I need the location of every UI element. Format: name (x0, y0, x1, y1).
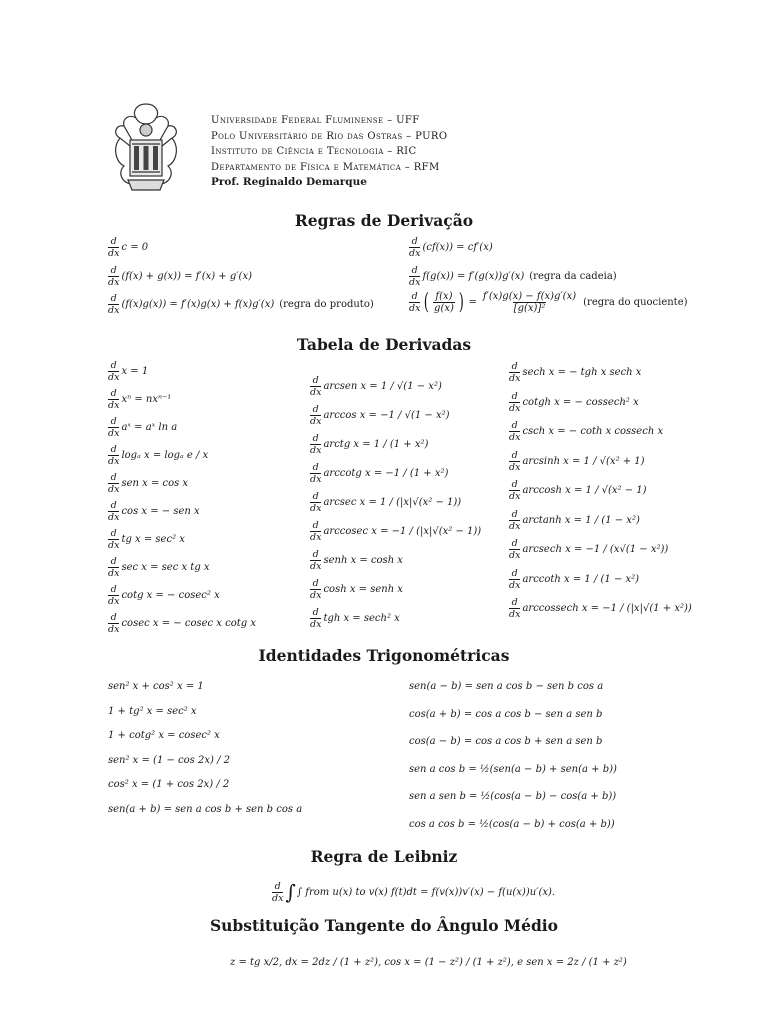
university-name: Universidade Federal Fluminense – UFF (211, 115, 420, 126)
derivative-formula (310, 549, 403, 572)
section-title-table: Tabela de Derivadas (296, 335, 472, 354)
professor-name: Prof. Reginaldo Demarque (211, 176, 367, 189)
derivative-text: arccosh x = 1 / √(x² − 1) (522, 485, 647, 496)
derivative-text: arcsinh x = 1 / √(x² + 1) (522, 455, 645, 467)
derivative-text: arccoth x = 1 / (1 − x²) (522, 573, 640, 585)
derivative-formula (108, 556, 210, 579)
section-title-tangent: Substituição Tangente do Ângulo Médio (209, 916, 559, 935)
institute-name: Instituto de Ciência e Tecnologia – RIC (211, 146, 417, 158)
university-crest-icon (106, 100, 186, 196)
derivative-text: sen x = cos x (121, 478, 189, 489)
leibniz-formula: d dx ∫ ∫ from u(x) to v(x) f(t)dt = f(v(x))v′(x) − f(u(x))u′(x). (272, 880, 556, 904)
trig-identity: cos a cos b = ½(cos(a − b) + cos(a + b)) (409, 818, 615, 830)
derivative-text: arccos x = −1 / √(1 − x²) (323, 410, 450, 421)
derivative-formula (108, 472, 188, 495)
derivative-formula (310, 578, 403, 601)
derivative-operator: d dx (310, 549, 322, 572)
derivative-formula (108, 584, 220, 607)
derivative-operator: d dx (509, 538, 521, 561)
trig-identity: 1 + cotg² x = cosec² x (108, 730, 220, 741)
derivative-text: cosh x = senh x (323, 584, 403, 595)
derivative-text: arcsen x = 1 / √(1 − x²) (323, 381, 442, 392)
derivative-operator: d dx (509, 597, 521, 620)
trig-identity: 1 + tg² x = sec² x (108, 705, 197, 717)
derivative-operator: d dx (108, 584, 120, 607)
derivative-text: tg x = sec² x (121, 534, 185, 545)
derivative-text: cotg x = − cosec² x (121, 590, 220, 601)
derivative-text: cosec x = − cosec x cotg x (121, 618, 256, 629)
derivative-operator: d dx (310, 375, 322, 398)
derivative-formula (509, 361, 641, 384)
derivative-formula (310, 462, 448, 485)
trig-identity: sen a sen b = ½(cos(a − b) − cos(a + b)) (409, 791, 617, 802)
derivative-formula (108, 416, 177, 439)
derivative-operator: d dx (509, 390, 521, 414)
trig-identity: sen a cos b = ½(sen(a − b) + sen(a + b)) (409, 763, 617, 775)
section-title-trig: Identidades Trigonométricas (258, 646, 510, 665)
derivative-formula (509, 450, 645, 473)
trig-identity: cos(a − b) = cos a cos b + sen a sen b (409, 736, 603, 747)
derivative-text: cotgh x = − cossech² x (522, 396, 639, 408)
derivative-operator: d dx (108, 444, 120, 467)
derivative-text: arctg x = 1 / (1 + x²) (323, 439, 429, 450)
derivative-text: sech x = − tgh x sech x (522, 367, 642, 378)
derivative-formula (108, 388, 171, 411)
trig-identity: cos² x = (1 + cos 2x) / 2 (108, 779, 230, 790)
derivative-formula (310, 404, 450, 427)
derivative-operator: d dx (310, 491, 322, 514)
derivative-formula (509, 479, 647, 502)
derivative-formula (509, 538, 668, 561)
institution-header (211, 113, 447, 191)
derivative-formula (108, 612, 256, 635)
rule-quotient: d dx ( f(x) g(x) ) = $\frac{f'(x)g(x) - f(x)g'(x)}{\text{[g(x)]²}}$ (regra do quociente) (409, 290, 688, 315)
derivative-operator: d dx (509, 479, 521, 502)
derivative-text: arcsech x = −1 / (x√(1 − x²)) (522, 544, 669, 555)
trig-identity: sen(a − b) = sen a cos b − sen b cos a (409, 681, 604, 692)
campus-name: Polo Universitário de Rio das Ostras – PURO (211, 130, 448, 142)
derivative-operator: d dx (108, 472, 120, 495)
derivative-operator: d dx (108, 416, 120, 439)
derivative-operator: d dx (509, 449, 521, 473)
derivative-operator: d dx (108, 528, 120, 551)
derivative-text: arcsec x = 1 / (|x|√(x² − 1)) (323, 497, 462, 508)
trig-identity: sen² x = (1 − cos 2x) / 2 (108, 754, 230, 766)
derivative-operator: d dx (108, 360, 120, 383)
derivative-formula (108, 528, 185, 551)
derivative-operator: d dx (310, 607, 322, 630)
section-title-leibniz: Regra de Leibniz (310, 847, 458, 866)
derivative-operator: d dx (310, 578, 322, 601)
derivative-text: logₐ x = logₐ e / x (121, 450, 209, 461)
rule-scalar: d dx (cf(x)) = cf′(x) (409, 236, 493, 259)
derivative-text: arccosec x = −1 / (|x|√(x² − 1)) (323, 526, 482, 537)
trig-identity: sen(a + b) = sen a cos b + sen b cos a (108, 803, 303, 815)
derivative-formula (509, 568, 639, 591)
rule-constant: d dx c = 0 (108, 236, 149, 259)
derivative-operator: d dx (509, 420, 521, 443)
derivative-operator: d dx (108, 388, 120, 411)
derivative-operator: d dx (310, 462, 322, 485)
derivative-formula (108, 360, 148, 383)
derivative-text: aˣ = aˣ ln a (121, 422, 178, 433)
derivative-operator: d dx (310, 404, 322, 427)
derivative-formula (509, 420, 663, 443)
derivative-formula (310, 491, 461, 514)
derivative-formula (310, 433, 428, 456)
derivative-text: xⁿ = nxⁿ⁻¹ (121, 394, 172, 405)
derivative-text: senh x = cosh x (323, 555, 403, 566)
department-name: Departamento de Física e Matemática – RFM (211, 161, 440, 173)
derivative-operator: d dx (509, 567, 521, 591)
derivative-text: tgh x = sech² x (323, 613, 400, 624)
derivative-formula (310, 607, 400, 630)
trig-identity: sen² x + cos² x = 1 (108, 681, 204, 692)
rule-sum: d dx (f(x) + g(x)) = f′(x) + g′(x) (108, 265, 252, 288)
derivative-formula (509, 509, 640, 532)
rule-product: d dx (f(x)g(x)) = f′(x)g(x) + f(x)g′(x) (regra do produto) (108, 293, 374, 316)
derivative-operator: d dx (509, 508, 521, 532)
derivative-operator: d dx (108, 556, 120, 579)
trig-identity: cos(a + b) = cos a cos b − sen a sen b (409, 708, 603, 720)
derivative-formula (310, 375, 442, 398)
derivative-formula (108, 500, 200, 523)
derivative-text: arccotg x = −1 / (1 + x²) (323, 468, 449, 479)
derivative-formula (509, 597, 692, 620)
rule-chain: d dx f(g(x)) = f′(g(x))g′(x) (regra da cadeia) (409, 265, 617, 288)
derivative-formula (310, 520, 481, 543)
derivative-operator: d dx (310, 433, 322, 456)
derivative-text: arctanh x = 1 / (1 − x²) (522, 514, 640, 526)
derivative-operator: d dx (509, 361, 521, 384)
derivative-text: x = 1 (121, 366, 149, 377)
derivative-operator: d dx (108, 612, 120, 635)
derivative-text: sec x = sec x tg x (121, 562, 210, 573)
derivative-text: arccossech x = −1 / (|x|√(1 + x²)) (522, 603, 692, 614)
derivative-formula (108, 444, 208, 467)
derivative-operator: d dx (310, 520, 322, 543)
derivative-text: cos x = − sen x (121, 506, 200, 517)
tangent-substitution-formula: z = tg x/2, dx = 2dz / (1 + z²), cos x = (1 − z²) / (1 + z²), e sen x = 2z / (1 + z²) (230, 957, 627, 968)
derivative-text: csch x = − coth x cossech x (522, 426, 664, 437)
section-title-rules: Regras de Derivação (294, 211, 474, 230)
derivative-operator: d dx (108, 500, 120, 523)
derivative-formula (509, 391, 639, 414)
